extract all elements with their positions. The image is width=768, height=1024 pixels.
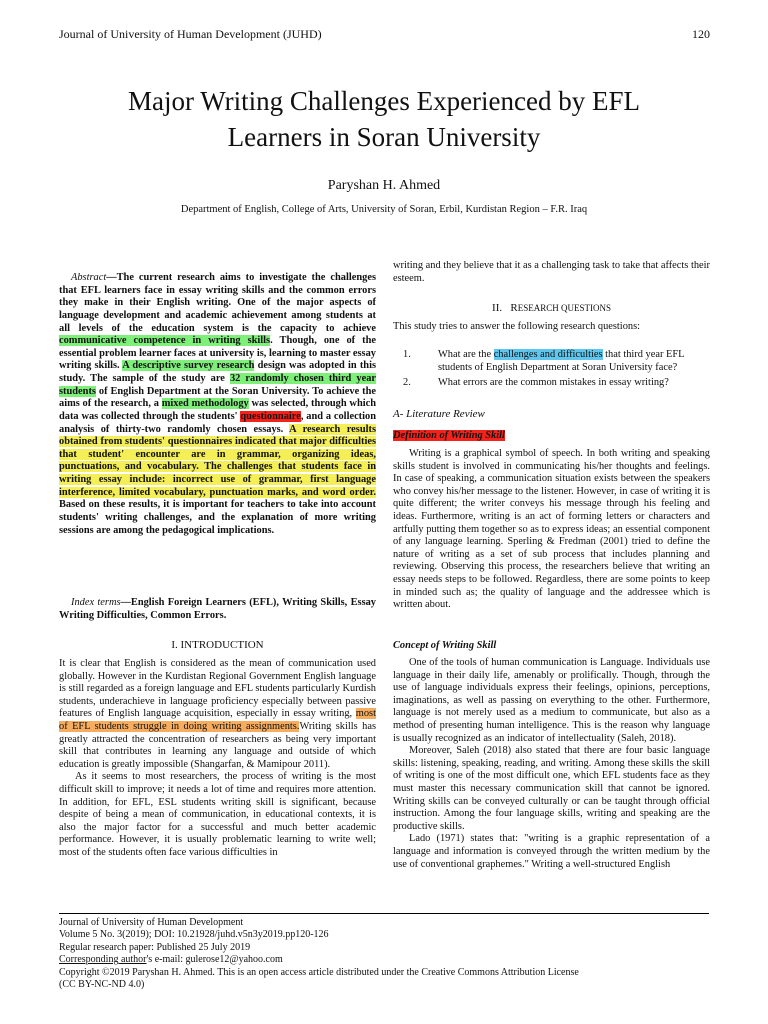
intro-text: It is clear that English is considered as the mean of communication used globally. However in the Kurdistan Regional Government English language is still regarded as a foreign language and EFL students particularly Kurdish students, underachieve in language proficiency especially between passive features of English language acquisition, especially in essay writing, — [59, 658, 376, 720]
research-questions-heading — [393, 302, 710, 315]
paper-title — [0, 83, 768, 155]
highlight-orange: most of EFL students struggle in doing writing assignments. — [59, 708, 376, 732]
abstract-text: —The current research aims to investigate the challenges that EFL learners face in essay writing skills and the common errors they make in their English writing. One of the major aspects of language development and academic achievement among students at all levels of the education system is the capacity to achieve — [59, 272, 376, 334]
footer — [59, 917, 739, 991]
page-number: 120 — [692, 27, 710, 41]
concept-heading: Concept of Writing Skill — [393, 640, 497, 651]
highlight-green: A descriptive survey research — [122, 360, 255, 372]
abstract-text: was selected, through which data was collected through the students' — [59, 398, 376, 422]
abstract-label: Abstract — [71, 272, 107, 283]
introduction-body — [59, 658, 376, 860]
research-question-1 — [403, 349, 713, 375]
introduction-heading: I. INTRODUCTION — [171, 639, 264, 651]
abstract-text: Based on these results, it is important for teachers to take into account students' writing challenges, and the explanation of more writing sessions are among the pedagogical implications. — [59, 499, 376, 536]
footer-divider — [59, 913, 709, 914]
intro-text: Writing skills has greatly attracted the concentration of researchers as being very important skill that contributes in learning any language and outside of which education is greatly impossible (Shangarfan, & Mamipour 2011). — [59, 720, 376, 770]
abstract — [59, 272, 376, 537]
rq-heading-number: II. — [492, 302, 503, 314]
highlight-green: 32 randomly chosen third year students — [59, 373, 377, 397]
abstract-text: of English Department at the Soran University. To achieve the aims of the research, a — [59, 385, 376, 410]
right-col-continuation: writing and they believe that it as a challenging task to take that affects their esteem. — [393, 260, 710, 284]
title-line-1: Major Writing Challenges Experienced by EFL — [127, 86, 641, 116]
footer-copyright: Copyright ©2019 Paryshan H. Ahmed. This is an open access article distributed under the Creative Commons Attribution License — [59, 966, 579, 978]
journal-header: Journal of University of Human Development (JUHD) — [59, 27, 322, 41]
author-name: Paryshan H. Ahmed — [327, 178, 441, 193]
concept-body — [393, 657, 710, 871]
intro-paragraph-1 — [59, 658, 376, 771]
footer-license: (CC BY-NC-ND 4.0) — [59, 979, 145, 991]
highlight-yellow: A research results obtained from students' questionnaires indicated that major difficulties that student' encounter are in grammar, organizing ideas, punctuations, and vocabulary. The challenges that students face in writing essay include: incorrect use of grammar, first language interference, limited vocabulary, punctuation marks, and word order. — [59, 423, 376, 498]
rq-heading-smallcaps: ESEARCH QUESTIONS — [517, 303, 611, 313]
rq-text: What errors are the common mistakes in essay writing? — [438, 377, 669, 388]
corresponding-author-label: Corresponding author — [59, 954, 147, 966]
definition-text: Writing is a graphical symbol of speech. In both writing and speaking skills student is involved in communicating his/her thoughts and feelings. In case of speaking, a communication situation exists between the speakers who convey his/her message to the listener. However, in case of writing it is quite different; the writer conveys his message through his feeling and ideas. Furthermore, writing is an act of forming letters or characters and artfully putting them together so as to express ideas; an essential component of any language learning. Sperling & Fredman (2001) tried to define the nature of writing as a set of sub process that includes planning and reviewing. Observing this process, the researchers believe that writing an essay needs steps to be followed. Regardless, there are some points to keep in minded such as; the quality of language and the addressee which is written about. — [393, 448, 710, 611]
index-terms-label: Index terms — [71, 597, 121, 608]
index-terms-text: —English Foreign Learners (EFL), Writing Skills, Essay Writing Difficulties, Common Errors. — [59, 597, 377, 621]
abstract-text: , and a collection analysis of thirty-two randomly chosen essays. — [59, 410, 377, 435]
footer-journal: Journal of University of Human Development — [59, 917, 244, 928]
rq-text — [438, 349, 718, 374]
rq-text-part: that third year EFL students of English Department at Soran University face? — [438, 349, 685, 373]
rq-intro: This study tries to answer the following research questions: — [393, 321, 641, 332]
definition-heading — [393, 430, 505, 442]
rq-number: 2. — [403, 377, 411, 388]
highlight-red: Definition of Writing Skill — [393, 430, 505, 441]
concept-paragraph-3: Lado (1971) states that: "writing is a graphic representation of a language and information is conveyed through the written medium by the use of conventional graphemes." Writing a well-structured English — [393, 833, 710, 870]
index-terms — [59, 597, 376, 622]
highlight-blue: challenges and difficulties — [493, 349, 603, 360]
abstract-text: design was adopted in this study. The sample of the study are — [59, 360, 377, 384]
research-question-2 — [403, 377, 713, 390]
rq-heading-initial: R — [510, 302, 518, 314]
rq-text-part: What are the — [438, 349, 494, 360]
email-text: 's e-mail: gulerose12@yahoo.com — [146, 954, 283, 966]
abstract-text: . Though, one of the essential problem learner faces at university is, learning to master essay writing skills. — [59, 335, 376, 372]
affiliation: Department of English, College of Arts, University of Soran, Erbil, Kurdistan Region – F.R. Iraq — [180, 204, 588, 215]
concept-paragraph-2: Moreover, Saleh (2018) also stated that there are four basic language skills: listening, speaking, reading, and writing. Among these skills the skill of writing is one of the most difficult one, which EFL students face as they must master this necessary communication skill that cannot be ignored. Writing skills can be conveyed culturally or can be taught through official instruction. Among the four language skills, writing and speaking are the productive skills. — [393, 745, 710, 832]
highlight-red: questionnaire — [240, 410, 301, 422]
concept-paragraph-1: One of the tools of human communication is Language. Individuals use language in their daily life, amenably or prolifically. Though, through the use of language individuals express their feelings, opinions, perceptions, imaginations, as well as passing on everything to the other. Furthermore, language is not merely used as a medium to communicate, but also as a method of presenting human intelligence. This is the reason why language is usually recognized as an indicator of intellectuality (Saleh, 2018). — [393, 657, 710, 744]
footer-published: Regular research paper: Published 25 July 2019 — [59, 941, 251, 953]
title-line-2: Learners in Soran University — [227, 122, 541, 152]
rq-number: 1. — [403, 349, 411, 360]
footer-volume-doi: Volume 5 No. 3(2019); DOI: 10.21928/juhd.v5n3y2019.pp120-126 — [59, 929, 329, 941]
footer-email — [59, 954, 739, 966]
highlight-green: communicative competence in writing skills — [59, 335, 271, 347]
intro-paragraph-2: As it seems to most researchers, the process of writing is the most difficult skill to improve; it needs a lot of time and requires more attention. In addition, for EFL, ESL students writing skill is significant, because despite of being a mean of communication, in educational contexts, it is also the major factor for a successful and much better academic performance. However, it is usually problematic learning to write well; most of the students often face various difficulties in — [59, 771, 376, 858]
definition-paragraph — [393, 448, 710, 612]
highlight-green: mixed methodology — [161, 398, 249, 410]
literature-review-heading: A- Literature Review — [393, 408, 485, 420]
